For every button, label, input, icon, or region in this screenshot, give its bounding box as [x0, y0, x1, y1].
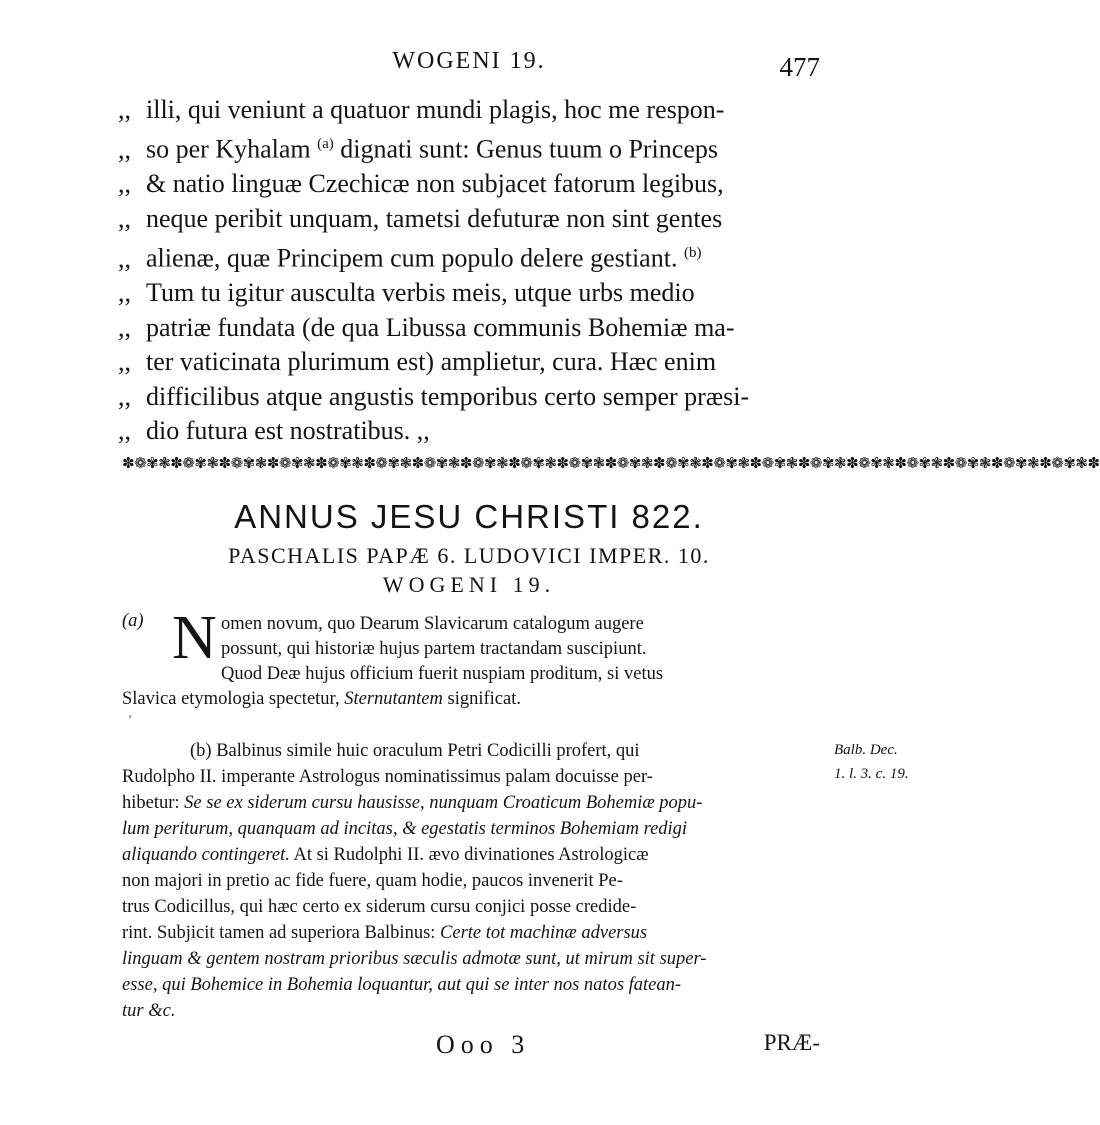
quote-line: ,, neque peribit unquam, tametsi defuturæ non sint gentes: [118, 203, 723, 233]
footnote-line: linguam & gentem nostram prioribus sæculis admotæ sunt, ut mirum sit super-: [122, 949, 707, 969]
quote-line: ,, patriæ fundata (de qua Libussa communis Bohemiæ ma-: [118, 312, 735, 342]
footnote-line: Rudolpho II. imperante Astrologus nominatissimus palam docuisse per-: [122, 767, 653, 787]
drop-cap: N: [172, 604, 217, 672]
margin-note-reference: 1. l. 3. c. 19.: [834, 766, 909, 782]
footnote-line: (b) Balbinus simile huic oraculum Petri Codicilli profert, qui: [190, 741, 640, 761]
footnote-line: tur &c.: [122, 1001, 176, 1021]
footnote-line: esse, qui Bohemice in Bohemia loquantur, aut qui se inter nos natos fatean-: [122, 975, 682, 995]
footnote-line: possunt, qui historiæ hujus partem tractandam suscipiunt.: [221, 639, 647, 659]
footnote-line: trus Codicillus, qui hæc certo ex siderum cursu conjici posse credide-: [122, 897, 637, 917]
ruler-heading: WOGENI 19.: [382, 572, 556, 597]
quote-line: ,, illi, qui veniunt a quatuor mundi plagis, hoc me respon-: [118, 95, 725, 124]
footnote-line: hibetur: Se se ex siderum cursu hausisse, nunquam Croaticum Bohemiæ popu-: [122, 793, 703, 813]
page-number: 477: [779, 52, 820, 82]
quote-line: ,, difficilibus atque angustis temporibus certo semper præsi-: [118, 381, 750, 411]
footnote-a-mark: (a): [122, 611, 144, 631]
footnote-line: Quod Deæ hujus officium fuerit nuspiam proditum, si vetus: [221, 664, 664, 684]
quote-line: ,, so per Kyhalam $^{(a)}$ dignati sunt: Genus tuum o Princeps: [118, 135, 718, 165]
quote-line: ,, Tum tu igitur ausculta verbis meis, utque urbs medio: [118, 278, 695, 308]
oracle-quote: [118, 93, 818, 448]
footnote-line: omen novum, quo Dearum Slavicarum catalogum augere: [221, 614, 644, 634]
footnote-line: Slavica etymologia spectetur, Sternutantem significat.: [122, 689, 521, 709]
year-heading: ANNUS JESU CHRISTI 822.: [234, 498, 704, 535]
footnote-ref-b: (b): [683, 245, 702, 262]
stray-mark: ': [129, 712, 132, 726]
catchword: PRÆ-: [763, 1030, 820, 1055]
quote-line: ,, ter vaticinata plurimum est) amplietur, cura. Hæc enim: [118, 347, 717, 377]
footnote-b: [122, 738, 822, 1024]
footnote-line: non majori in pretio ac fide fuere, quam hodie, paucos invenerit Pe-: [122, 871, 623, 891]
quote-line: ,, dio futura est nostratibus. ,,: [118, 415, 430, 445]
footnote-a: [122, 604, 820, 709]
quote-line: ,, & natio linguæ Czechicæ non subjacet fatorum legibus,: [118, 169, 724, 199]
signature-mark: Ooo 3: [436, 1030, 531, 1059]
footnotes: [122, 604, 820, 709]
page-header: [118, 48, 820, 88]
running-head: WOGENI 19.: [392, 48, 546, 74]
footnote-ref-a: (a): [317, 136, 334, 153]
ornamental-divider: ✽❁✾❃✽❁✾❃✽❁✾❃✽❁✾❃✽❁✾❃✽❁✾❃✽❁✾❃✽❁✾❃✽❁✾❃✽❁✾❃✽❁✾❃✽❁✾❃✽❁✾❃✽❁✾❃✽❁✾❃✽❁✾❃✽❁✾❃✽❁✾❃✽❁✾❃✽❁✾❃✽: [122, 456, 1100, 472]
footnote-line: aliquando contingeret. At si Rudolphi II. ævo divinationes Astrologicæ: [122, 845, 649, 865]
pope-heading: PASCHALIS PAPÆ 6. LUDOVICI IMPER. 10.: [228, 543, 710, 568]
footnote-line: rint. Subjicit tamen ad superiora Balbinus: Certe tot machinæ adversus: [122, 923, 648, 943]
margin-note-source: Balb. Dec.: [834, 742, 898, 758]
page-footer: [118, 1030, 820, 1070]
quote-line: ,, alienæ, quæ Principem cum populo delere gestiant. $^{(b)}$: [118, 243, 702, 273]
footnote-line: lum periturum, quanquam ad incitas, & egestatis terminos Bohemiam redigi: [122, 819, 688, 839]
